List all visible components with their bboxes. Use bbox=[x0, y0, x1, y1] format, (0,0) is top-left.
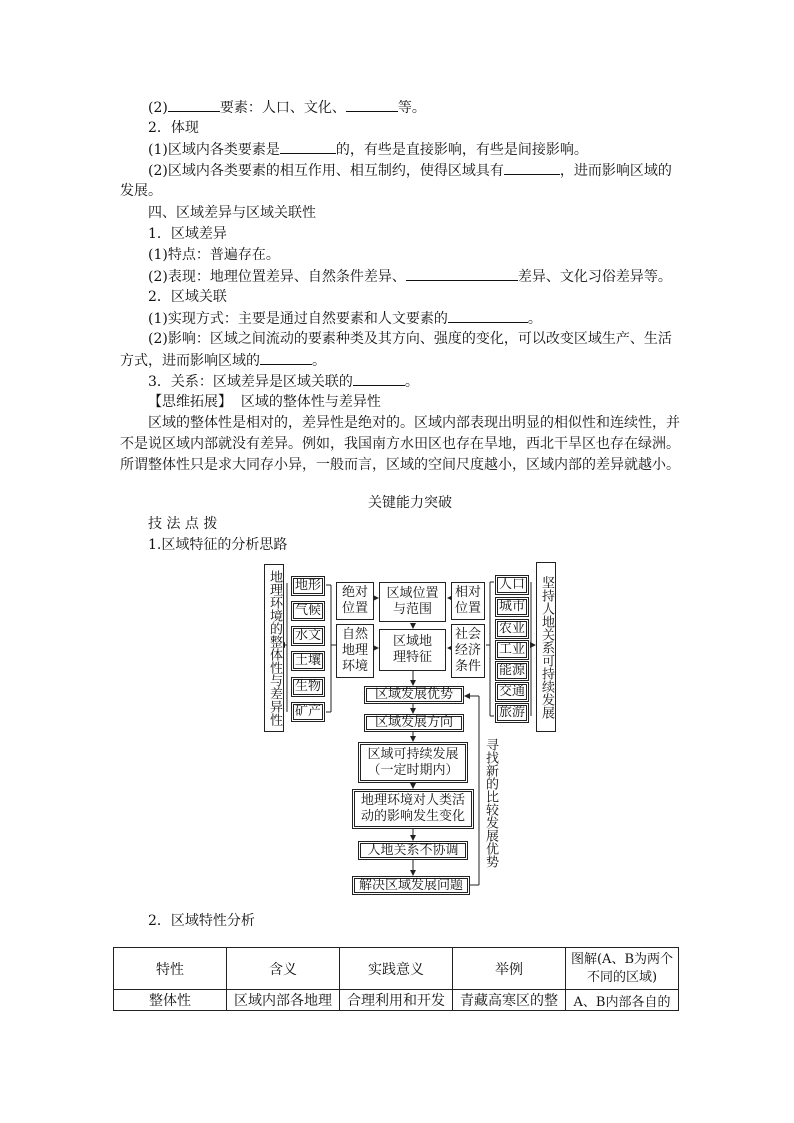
relative-position-box: 相对位置 bbox=[451, 582, 485, 620]
factor-hydrology: 水文 bbox=[291, 626, 325, 646]
table-header: 含义 bbox=[227, 948, 340, 990]
line-20: 1.区域特征的分析思路 bbox=[148, 537, 288, 553]
line-13: 方式，进而影响区域的 。 bbox=[120, 353, 326, 369]
line-19: 技 法 点 拨 bbox=[148, 516, 218, 532]
right-vertical-box: 坚持人地关系可持续发展 bbox=[536, 562, 556, 732]
absolute-position-box: 绝对位置 bbox=[336, 582, 374, 620]
flow-sustainable: 区域可持续发展（一定时期内） bbox=[358, 742, 468, 783]
table-cell: 整体性 bbox=[114, 990, 227, 1011]
traits-table bbox=[113, 947, 679, 1011]
left-vertical-box: 地理环境的整体性与差异性 bbox=[264, 564, 284, 732]
flow-advantage: 区域发展优势 bbox=[364, 686, 464, 704]
line-15: 【思维拓展】 区域的整体性与差异性 bbox=[148, 394, 381, 410]
factor-industry: 工业 bbox=[495, 640, 529, 660]
table-header: 图解(A、B为两个不同的区域) bbox=[566, 948, 679, 990]
factor-energy: 能源 bbox=[495, 661, 529, 681]
line-2: 2．体现 bbox=[148, 120, 199, 136]
factor-city: 城市 bbox=[495, 597, 529, 617]
line-17: 不是说区域内部就没有差异。例如，我国南方水田区也存在旱地，西北干旱区也存在绿洲。 bbox=[120, 436, 680, 452]
table-header: 实践意义 bbox=[340, 948, 453, 990]
line-11: (1)实现方式：主要是通过自然要素和人文要素的 。 bbox=[148, 311, 542, 327]
flow-env-impact: 地理环境对人类活动的影响发生变化 bbox=[352, 789, 474, 829]
natural-env-box: 自然地理环境 bbox=[336, 624, 374, 678]
factor-soil: 土壤 bbox=[291, 651, 325, 671]
table-cell: 区域内部各地理 bbox=[227, 990, 340, 1011]
section-title: 关键能力突破 bbox=[368, 495, 452, 511]
region-position-box: 区域位置与范围 bbox=[379, 582, 446, 622]
table-cell: 合理利用和开发 bbox=[340, 990, 453, 1011]
line-8: (1)特点：普遍存在。 bbox=[148, 247, 280, 263]
line-16: 区域的整体性是相对的，差异性是绝对的。区域内部表现出明显的相似性和连续性，并 bbox=[148, 415, 680, 431]
factor-agriculture: 农业 bbox=[495, 619, 529, 639]
factor-terrain: 地形 bbox=[291, 576, 325, 596]
table-row bbox=[114, 990, 679, 1011]
table-cell: A、B内部各自的 bbox=[566, 990, 679, 1011]
table-cell: 青藏高寒区的整 bbox=[453, 990, 566, 1011]
flow-solve: 解决区域发展问题 bbox=[352, 876, 470, 895]
factor-tourism: 旅游 bbox=[495, 703, 529, 723]
line-18: 所谓整体性只是求大同存小异，一般而言，区域的空间尺度越小，区域内部的差异就越小。 bbox=[120, 457, 680, 473]
table-header: 特性 bbox=[114, 948, 227, 990]
line-7: 1．区域差异 bbox=[148, 226, 227, 242]
line-21: 2．区域特性分析 bbox=[148, 913, 255, 929]
line-1: (2) 要素：人口、文化、 等。 bbox=[148, 100, 426, 116]
mid-vertical-label: 寻找新的比较发展优势 bbox=[483, 738, 498, 868]
line-5: 发展。 bbox=[120, 183, 162, 199]
line-6: 四、区域差异与区域关联性 bbox=[148, 205, 316, 221]
line-3: (1)区域内各类要素是 的，有些是直接影响，有些是间接影响。 bbox=[148, 142, 588, 158]
region-features-box: 区域地理特征 bbox=[379, 629, 446, 671]
factor-climate: 气候 bbox=[291, 601, 325, 621]
factor-transport: 交通 bbox=[495, 682, 529, 702]
line-9: (2)表现：地理位置差异、自然条件差异、 差异、文化习俗差异等。 bbox=[148, 269, 672, 285]
table-header: 举例 bbox=[453, 948, 566, 990]
factor-population: 人口 bbox=[495, 575, 529, 595]
flow-direction: 区域发展方向 bbox=[364, 714, 464, 732]
factor-biology: 生物 bbox=[291, 677, 325, 697]
flow-imbalance: 人地关系不协调 bbox=[358, 841, 468, 860]
line-4: (2)区域内各类要素的相互作用、相互制约，使得区域具有 ，进而影响区域的 bbox=[148, 163, 672, 179]
line-10: 2．区域关联 bbox=[148, 289, 227, 305]
factor-minerals: 矿产 bbox=[291, 702, 325, 722]
table-header-row bbox=[114, 948, 679, 990]
line-14: 3．关系：区域差异是区域关联的 。 bbox=[148, 374, 419, 390]
socio-economic-box: 社会经济条件 bbox=[451, 624, 485, 678]
line-12: (2)影响：区域之间流动的要素种类及其方向、强度的变化，可以改变区域生产、生活 bbox=[148, 331, 672, 347]
